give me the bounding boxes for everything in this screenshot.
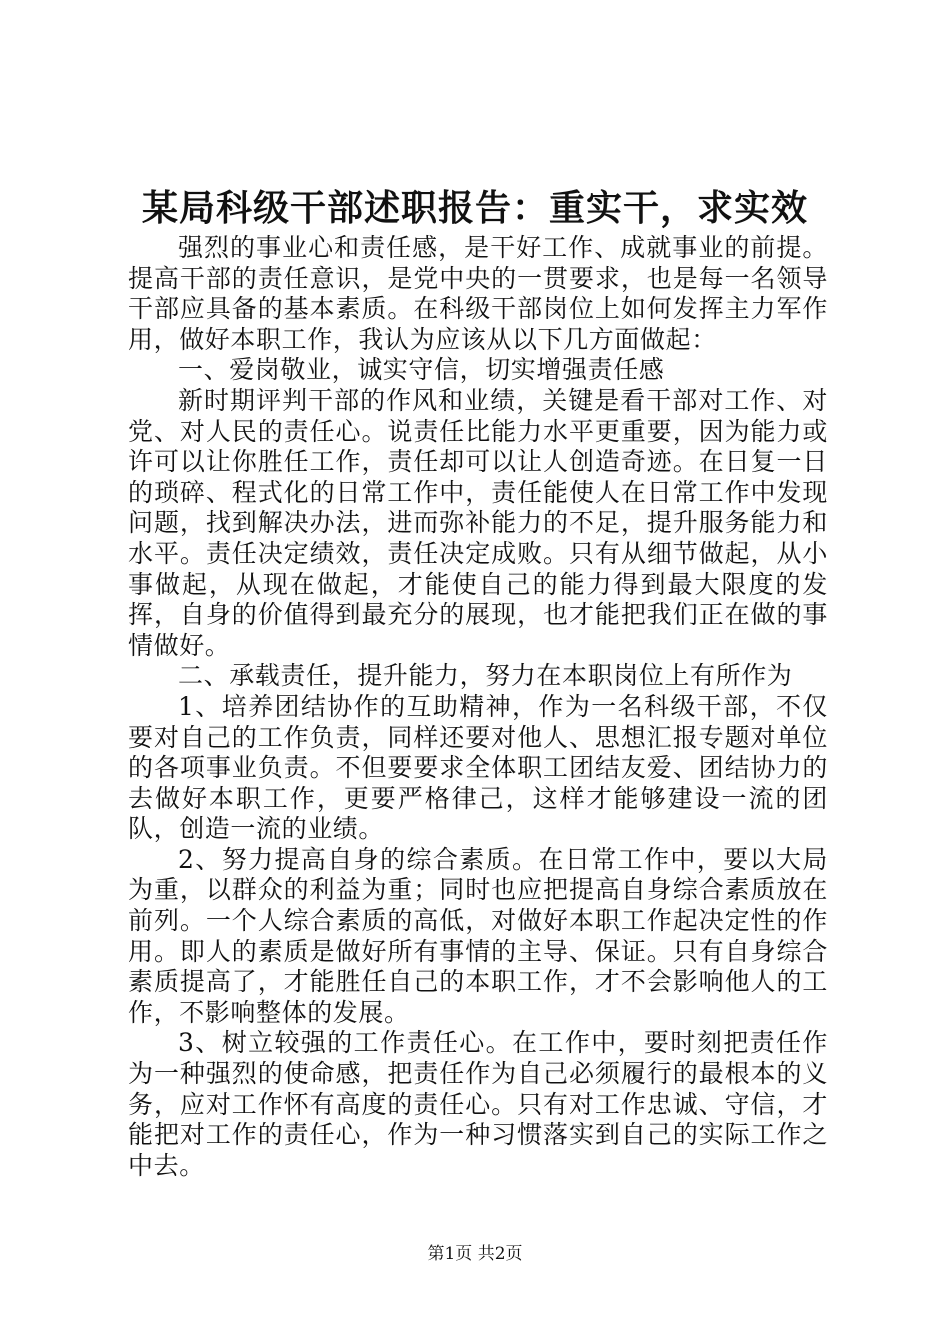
paragraph-point-1: 1、培养团结协作的互助精神，作为一名科级干部，不仅要对自己的工作负责，同样还要对他人、思想汇报专题对单位的各项事业负责。不但要要求全体职工团结友爱、团结协力的去做好本职工作，更要严格律己，这样才能够建设一流的团队，创造一流的业绩。	[128, 691, 828, 844]
paragraph-section-1: 新时期评判干部的作风和业绩，关键是看干部对工作、对党、对人民的责任心。说责任比能力水平更重要，因为能力或许可以让你胜任工作，责任却可以让人创造奇迹。在日复一日的琐碎、程式化的日常工作中，责任能使人在日常工作中发现问题，找到解决办法，进而弥补能力的不足，提升服务能力和水平。责任决定绩效，责任决定成败。只有从细节做起，从小事做起，从现在做起，才能使自己的能力得到最大限度的发挥，自身的价值得到最充分的展现，也才能把我们正在做的事情做好。	[128, 385, 828, 660]
paragraph-point-3: 3、树立较强的工作责任心。在工作中，要时刻把责任作为一种强烈的使命感，把责任作为自己必须履行的最根本的义务，应对工作怀有高度的责任心。只有对工作忠诚、守信，才能把对工作的责任心，作为一种习惯落实到自己的实际工作之中去。	[128, 1028, 828, 1180]
paragraph-intro: 强烈的事业心和责任感，是干好工作、成就事业的前提。提高干部的责任意识，是党中央的一贯要求，也是每一名领导干部应具备的基本素质。在科级干部岗位上如何发挥主力军作用，做好本职工作，我认为应该从以下几方面做起：	[128, 233, 828, 354]
page-number-footer: 第1页 共2页	[427, 1244, 523, 1264]
section-heading-2: 二、承载责任，提升能力，努力在本职岗位上有所作为	[178, 661, 793, 691]
section-heading-1: 一、爱岗敬业，诚实守信，切实增强责任感	[178, 355, 665, 385]
document-title: 某局科级干部述职报告：重实干，求实效	[141, 187, 808, 229]
paragraph-point-2: 2、努力提高自身的综合素质。在日常工作中，要以大局为重，以群众的利益为重；同时也应把提高自身综合素质放在前列。一个人综合素质的高低，对做好本职工作起决定性的作用。即人的素质是做好所有事情的主导、保证。只有自身综合素质提高了，才能胜任自己的本职工作，才不会影响他人的工作，不影响整体的发展。	[128, 844, 828, 1027]
document-body	[128, 233, 828, 1181]
